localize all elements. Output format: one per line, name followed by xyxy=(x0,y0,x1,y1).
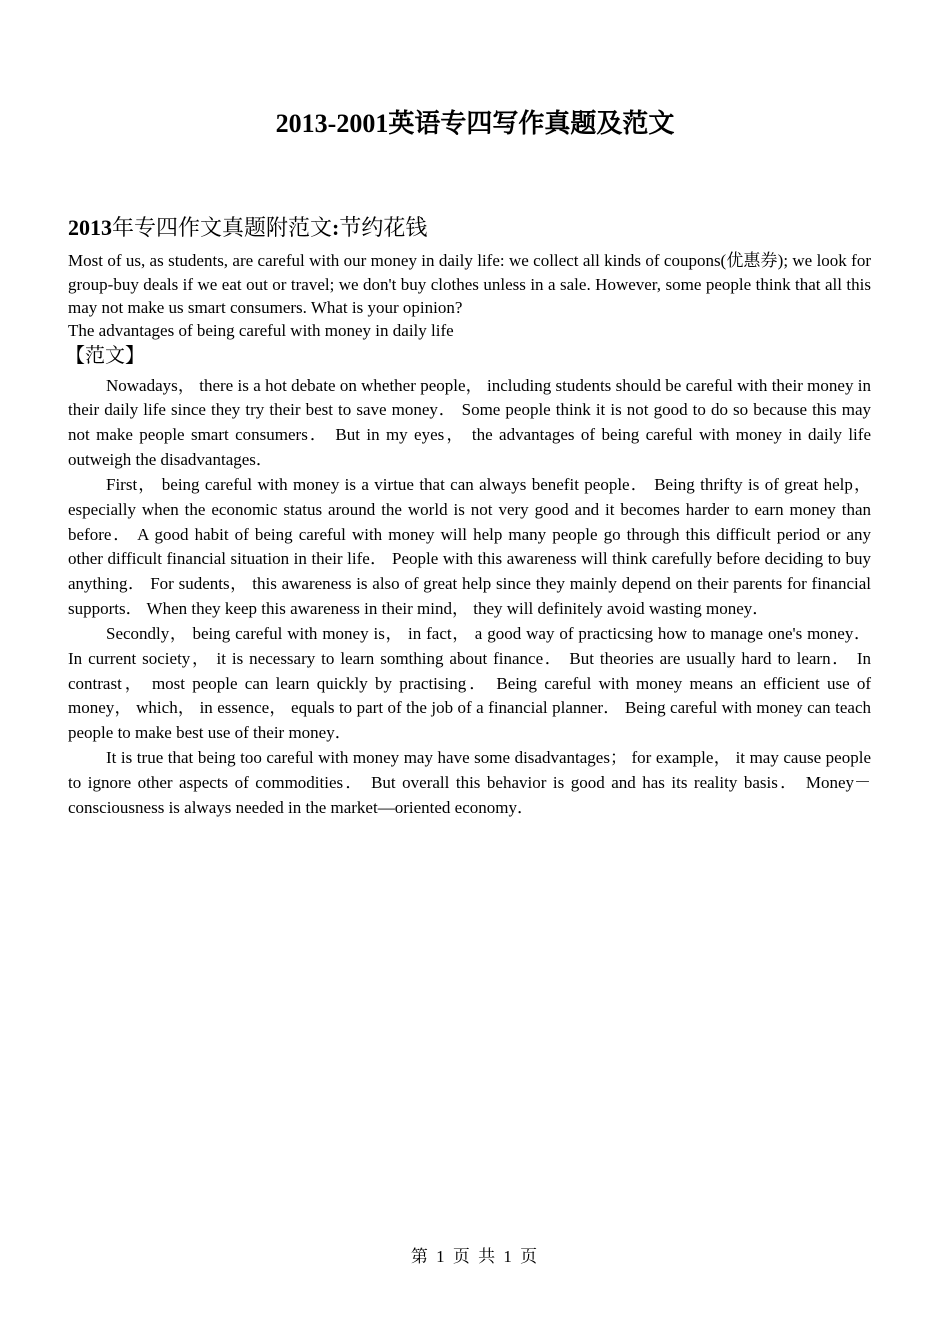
section-heading xyxy=(68,212,871,244)
section-heading-colon: : xyxy=(332,215,340,240)
section-heading-year: 2013 xyxy=(68,215,112,240)
document-title xyxy=(0,107,950,141)
essay-paragraph: Secondly， being careful with money is， in fact， a good way of practicsing how to manage one's money． In current society， it is necessary to learn somthing about finance． But theories are usually hard to learn． In contrast， most people can learn quickly by practising． Being careful with money means an efficient use of money， which， in essence， equals to part of the job of a financial planner． Being careful with money can teach people to make best use of their money． xyxy=(68,623,871,743)
sample-essay xyxy=(68,374,871,821)
essay-paragraph: Nowadays， there is a hot debate on whether people， including students should be careful with their money in their daily life since they try their best to save money． Some people think it is not good to do so because this may not make people smart consumers． But in my eyes， the advantages of being careful with money in daily life outweigh the disadvantages． xyxy=(68,375,871,470)
essay-prompt: Most of us, as students, are careful with our money in daily life: we collect all kinds of coupons(优惠券); we look for group-buy deals if we eat out or travel; we don't buy clothes unless in a sale. However, some people think that all this may not make us smart consumers. What is your opinion? xyxy=(68,251,871,317)
essay-paragraph: First， being careful with money is a virtue that can always benefit people． Being thrifty is of great help， especially when the economic status around the world is not very good and it becomes harder to earn money than before． A good habit of being careful with money will help many people go through this difficult period or any other difficult financial situation in their life． People with this awareness will think carefully before deciding to buy anything． For sudents， this awareness is also of great help since they mainly depend on their parents for financial supports． When they keep this awareness in their mind， they will definitely avoid wasting money． xyxy=(68,474,871,619)
section-heading-topic: 节约花钱 xyxy=(339,215,428,240)
section-heading-text: 年专四作文真题附范文 xyxy=(112,215,333,240)
essay-paragraph: It is true that being too careful with money may have some disadvantages； for example， it may cause people to ignore other aspects of commodities． But overall this behavior is good and has its reality basis． Money－consciousness is always needed in the market—oriented economy． xyxy=(68,748,871,817)
page-footer: 第 1 页 共 1 页 xyxy=(410,1247,540,1266)
essay-section xyxy=(65,212,871,821)
sample-essay-label: 【范文】 xyxy=(65,344,145,367)
title-text: 英语专四写作真题及范文 xyxy=(388,109,675,138)
title-number: 2013-2001 xyxy=(275,109,389,138)
essay-subtitle: The advantages of being careful with money in daily life xyxy=(68,320,454,340)
